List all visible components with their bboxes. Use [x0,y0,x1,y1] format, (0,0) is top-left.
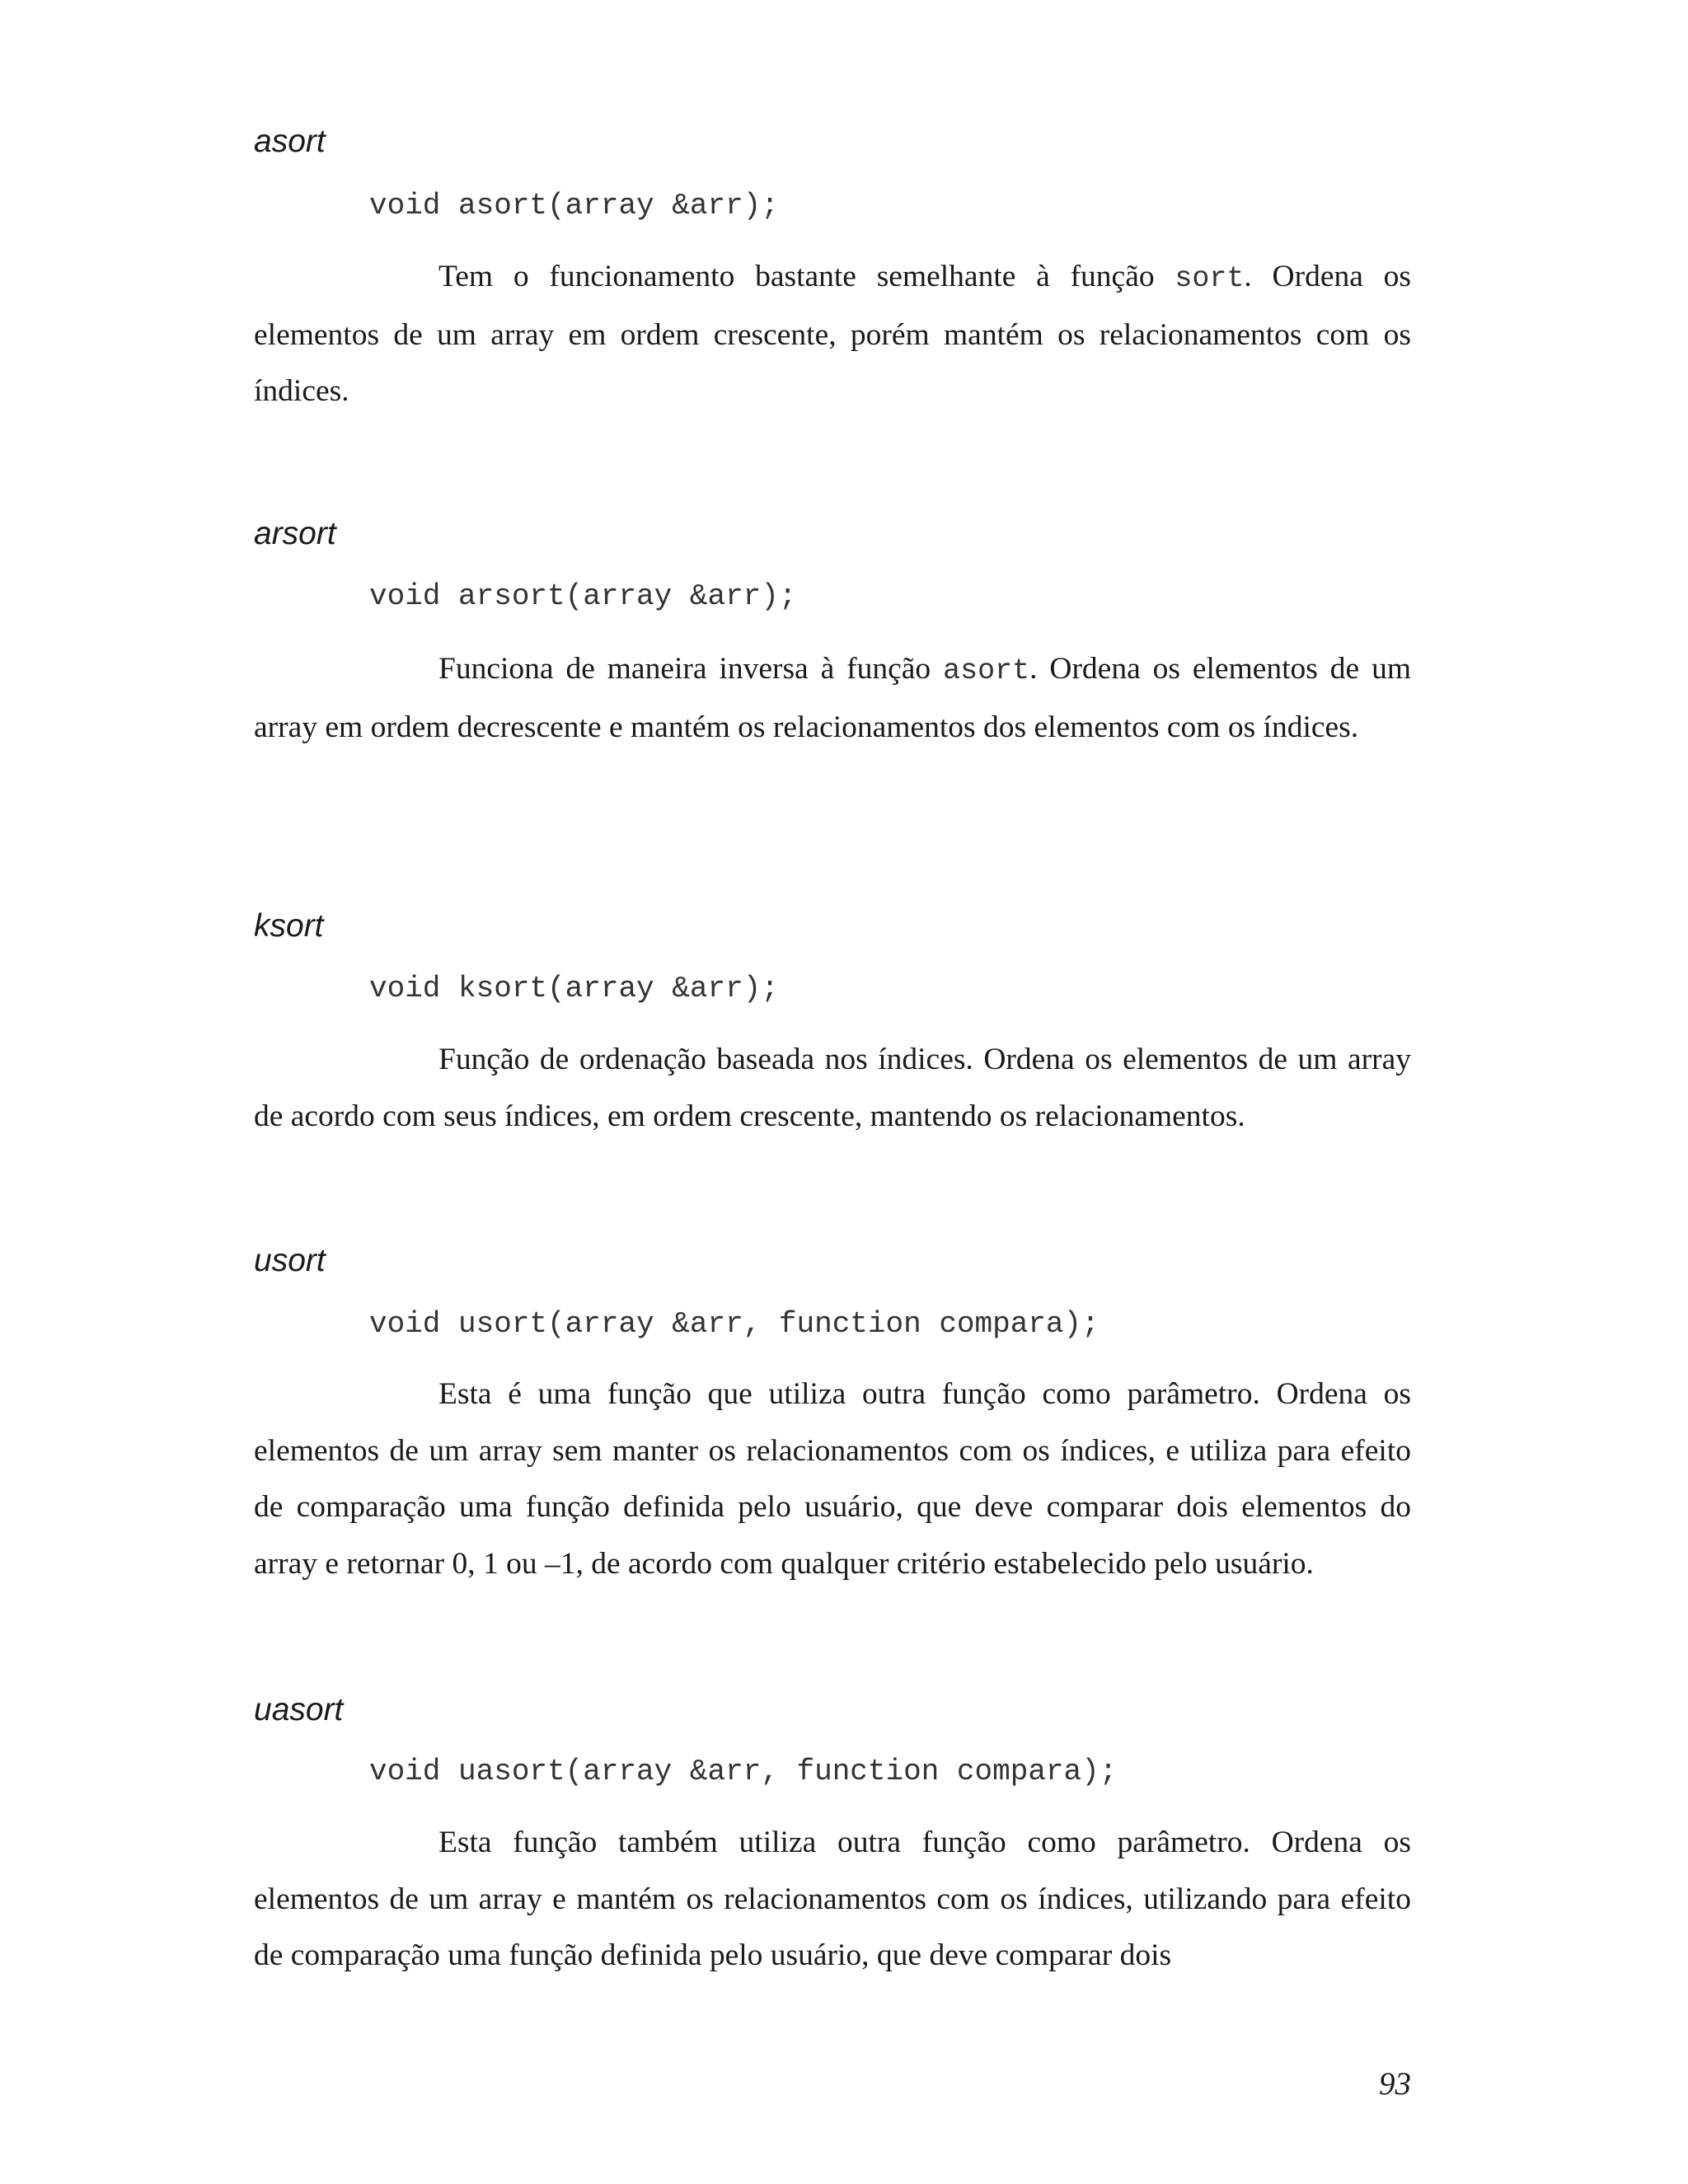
function-signature-uasort: void uasort(array &arr, function compara); [369,1755,1118,1788]
description-ksort: Função de ordenação baseada nos índices. Ordena os elementos de um array de acordo com seus índices, em ordem crescente, mantendo os relacionamentos. [254,1043,1411,1133]
section-heading-asort: asort [254,124,326,159]
function-signature-usort: void usort(array &arr, function compara); [369,1307,1100,1341]
description-text: Funciona de maneira inversa à função [438,652,944,686]
description-usort: Esta é uma função que utiliza outra função como parâmetro. Ordena os elementos de um array sem manter os relacionamentos com os índices, e utiliza para efeito de comparação uma função definida pelo usuário, que deve comparar dois elementos do array e retornar 0, 1 ou –1, de acordo com qualquer critério estabelecido pelo usuário. [254,1377,1411,1581]
description-asort [254,249,1411,420]
function-signature-asort: void asort(array &arr); [369,189,779,223]
function-signature-ksort: void ksort(array &arr); [369,972,779,1005]
function-signature-arsort: void arsort(array &arr); [369,579,797,613]
section-heading-arsort: arsort [254,516,336,551]
inline-code: asort [943,654,1030,687]
page-number: 93 [1379,2066,1411,2102]
inline-code: sort [1175,262,1245,295]
section-heading-uasort: uasort [254,1692,344,1727]
description-text: Tem o funcionamento bastante semelhante à função [438,260,1175,293]
description-text: . Ordena os elementos de um array em ordem decrescente e mantém os relacionamentos dos elementos com os índices. [254,652,1411,744]
description-text: . Ordena os elementos de um array em ordem crescente, porém mantém os relacionamentos com os índices. [254,260,1412,408]
section-heading-ksort: ksort [254,908,324,944]
description-uasort: Esta função também utiliza outra função como parâmetro. Ordena os elementos de um array e mantém os relacionamentos com os índices, utilizando para efeito de comparação uma função definida pelo usuário, que deve comparar dois [254,1825,1411,1972]
section-heading-usort: usort [254,1243,326,1278]
description-arsort [254,641,1411,756]
